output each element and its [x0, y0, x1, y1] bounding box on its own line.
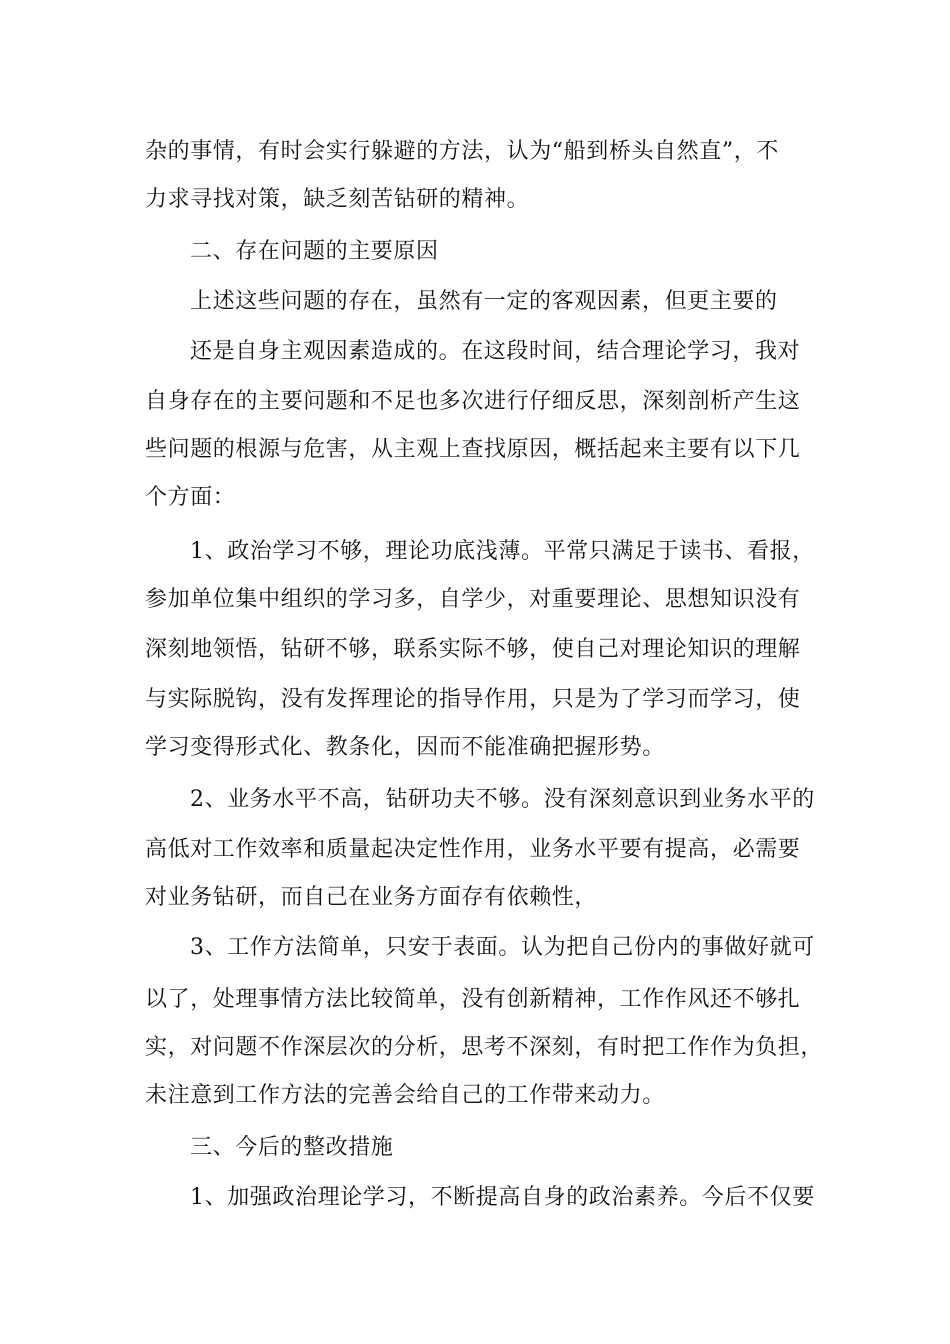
section-heading: 二、存在问题的主要原因: [190, 239, 439, 264]
text-line: 自身存在的主要问题和不足也多次进行仔细反思，深刻剖析产生这: [145, 389, 801, 414]
text-line: 上述这些问题的存在，虽然有一定的客观因素，但更主要的: [190, 289, 778, 314]
text-line: 高低对工作效率和质量起决定性作用，业务水平要有提高，必需要: [145, 837, 801, 862]
text-line: 未注意到工作方法的完善会给自己的工作带来动力。: [145, 1083, 665, 1108]
text-line: 2、业务水平不高，钻研功夫不够。没有深刻意识到业务水平的: [190, 787, 815, 812]
text-line: 还是自身主观因素造成的。在这段时间，结合理论学习，我对: [190, 339, 801, 364]
section-heading: 三、今后的整改措施: [190, 1135, 394, 1160]
text-line: 1、加强政治理论学习，不断提高自身的政治素养。今后不仅要: [190, 1185, 815, 1210]
text-line: 对业务钻研，而自己在业务方面存有依赖性，: [145, 885, 598, 910]
text-line: 力求寻找对策，缺乏刻苦钻研的精神。: [145, 187, 530, 212]
text-line: 1、政治学习不够，理论功底浅薄。平常只满足于读书、看报，: [190, 539, 815, 564]
text-line: 3、工作方法简单，只安于表面。认为把自己份内的事做好就可: [190, 935, 815, 960]
text-line: 参加单位集中组织的学习多，自学少，对重要理论、思想知识没有: [145, 587, 801, 612]
text-line: 杂的事情，有时会实行躲避的方法，认为“船到桥头自然直”，不: [145, 139, 779, 164]
text-line: 学习变得形式化、教条化，因而不能准确把握形势。: [145, 735, 665, 760]
text-line: 与实际脱钩，没有发挥理论的指导作用，只是为了学习而学习，使: [145, 687, 801, 712]
text-line: 些问题的根源与危害，从主观上查找原因，概括起来主要有以下几: [145, 437, 801, 462]
text-line: 个方面：: [145, 485, 236, 510]
text-line: 以了，处理事情方法比较简单，没有创新精神，工作作风还不够扎: [145, 987, 801, 1012]
text-line: 实，对问题不作深层次的分析，思考不深刻，有时把工作作为负担，: [145, 1035, 824, 1060]
text-line: 深刻地领悟，钻研不够，联系实际不够，使自己对理论知识的理解: [145, 637, 801, 662]
